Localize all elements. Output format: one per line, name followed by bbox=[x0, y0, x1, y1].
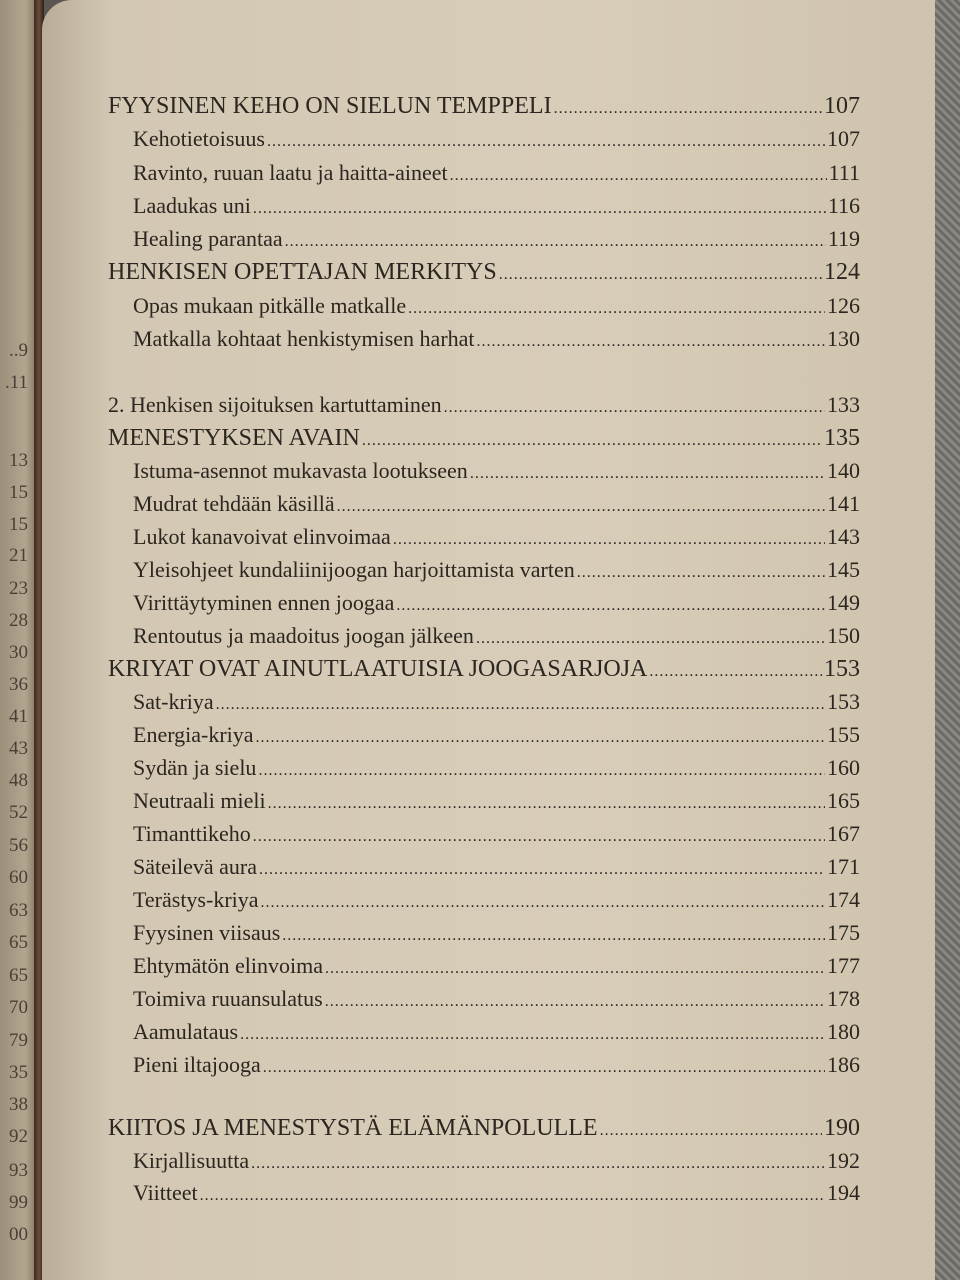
toc-page bbox=[42, 0, 937, 1280]
left-page-number: 15 bbox=[9, 482, 28, 503]
left-page-number: ..9 bbox=[9, 340, 28, 361]
toc-entry-page-number: 124 bbox=[824, 259, 860, 285]
toc-entry-page-number: 107 bbox=[827, 126, 860, 151]
toc-entry-page-number: 126 bbox=[827, 293, 860, 318]
toc-entry-title: MENESTYKSEN AVAIN bbox=[108, 425, 360, 451]
left-page-number: 35 bbox=[9, 1062, 28, 1083]
left-page-edge bbox=[0, 0, 36, 1280]
dot-leader bbox=[240, 1026, 825, 1044]
toc-entry-title: Opas mukaan pitkälle matkalle bbox=[133, 293, 407, 318]
toc-entry-page-number: 153 bbox=[824, 656, 860, 682]
toc-entry bbox=[42, 1115, 860, 1142]
toc-entry-title: KIITOS JA MENESTYSTÄ ELÄMÄNPOLULLE bbox=[108, 1115, 598, 1141]
dot-leader bbox=[393, 531, 825, 549]
left-page-number: 48 bbox=[9, 770, 28, 791]
toc-entry-title: HENKISEN OPETTAJAN MERKITYS bbox=[108, 259, 497, 285]
left-page-number: 00 bbox=[9, 1224, 28, 1245]
left-page-number: 28 bbox=[9, 610, 28, 631]
toc-entry-page-number: 186 bbox=[827, 1052, 860, 1077]
toc-entry bbox=[42, 226, 860, 252]
toc-entry-page-number: 143 bbox=[827, 524, 860, 549]
left-page-number: 56 bbox=[9, 835, 28, 856]
toc-entry-title: Istuma-asennot mukavasta lootukseen bbox=[133, 458, 468, 483]
toc-entry-title: Toimiva ruuansulatus bbox=[133, 986, 323, 1011]
dot-leader bbox=[216, 696, 825, 714]
toc-entry-title: Energia-kriya bbox=[133, 722, 254, 747]
toc-entry bbox=[42, 557, 860, 583]
toc-entry-page-number: 155 bbox=[827, 722, 860, 747]
dot-leader bbox=[577, 564, 825, 582]
dot-leader bbox=[362, 432, 822, 450]
toc-entry-title: Mudrat tehdään käsillä bbox=[133, 491, 335, 516]
toc-entry bbox=[42, 458, 860, 484]
toc-entry-page-number: 150 bbox=[827, 623, 860, 648]
toc-entry-page-number: 116 bbox=[827, 193, 860, 218]
dot-leader bbox=[200, 1187, 825, 1205]
left-page-number: 15 bbox=[9, 514, 28, 535]
left-page-number: 63 bbox=[9, 900, 28, 921]
left-page-number: 65 bbox=[9, 965, 28, 986]
dot-leader bbox=[600, 1122, 822, 1140]
toc-entry-page-number: 180 bbox=[827, 1019, 860, 1044]
dot-leader bbox=[649, 663, 822, 681]
dot-leader bbox=[337, 498, 825, 516]
left-page-number: 41 bbox=[9, 706, 28, 727]
dot-leader bbox=[251, 1155, 825, 1173]
dot-leader bbox=[325, 993, 825, 1011]
toc-entry-title: Kirjallisuutta bbox=[133, 1148, 250, 1173]
toc-entry-page-number: 190 bbox=[824, 1115, 860, 1141]
left-page-number: 13 bbox=[9, 450, 28, 471]
toc-entry bbox=[42, 259, 860, 286]
dot-leader bbox=[268, 795, 825, 813]
dot-leader bbox=[261, 894, 825, 912]
toc-entry-title: Ehtymätön elinvoima bbox=[133, 953, 324, 978]
dot-leader bbox=[325, 960, 825, 978]
toc-entry-page-number: 171 bbox=[827, 854, 860, 879]
toc-entry bbox=[42, 1019, 860, 1045]
toc-entry bbox=[42, 887, 860, 913]
toc-entry-page-number: 167 bbox=[827, 821, 860, 846]
toc-entry bbox=[42, 524, 860, 550]
toc-entry-page-number: 119 bbox=[827, 226, 860, 251]
dot-leader bbox=[267, 133, 825, 151]
toc-entry bbox=[42, 1052, 860, 1078]
toc-entry-page-number: 145 bbox=[827, 557, 860, 582]
toc-entry-page-number: 140 bbox=[827, 458, 860, 483]
toc-entry bbox=[42, 986, 860, 1012]
toc-entry-title: Timanttikeho bbox=[133, 821, 251, 846]
left-page-number: 70 bbox=[9, 997, 28, 1018]
toc-entry-title: Virittäytyminen ennen joogaa bbox=[133, 590, 395, 615]
background-fabric bbox=[935, 0, 960, 1280]
dot-leader bbox=[477, 333, 825, 351]
dot-leader bbox=[282, 927, 825, 945]
toc-entry-title: Matkalla kohtaat henkistymisen harhat bbox=[133, 326, 475, 351]
dot-leader bbox=[554, 100, 822, 118]
left-page-number: 38 bbox=[9, 1094, 28, 1115]
dot-leader bbox=[259, 861, 825, 879]
toc-entry bbox=[42, 326, 860, 352]
toc-entry bbox=[42, 425, 860, 452]
dot-leader bbox=[396, 597, 825, 615]
toc-entry bbox=[42, 953, 860, 979]
dot-leader bbox=[285, 233, 826, 251]
toc-entry-title: Neutraali mieli bbox=[133, 788, 266, 813]
toc-entry bbox=[42, 126, 860, 152]
toc-entry-title: Kehotietoisuus bbox=[133, 126, 265, 151]
toc-entry-title: Rentoutus ja maadoitus joogan jälkeen bbox=[133, 623, 474, 648]
left-page-number: 79 bbox=[9, 1030, 28, 1051]
dot-leader bbox=[253, 828, 825, 846]
toc-entry-title: Sat-kriya bbox=[133, 689, 214, 714]
toc-entry-page-number: 177 bbox=[827, 953, 860, 978]
toc-entry-page-number: 111 bbox=[828, 160, 860, 185]
dot-leader bbox=[408, 300, 825, 318]
toc-entry-page-number: 141 bbox=[827, 491, 860, 516]
toc-entry-page-number: 107 bbox=[824, 93, 860, 119]
dot-leader bbox=[258, 762, 825, 780]
toc-entry-title: Lukot kanavoivat elinvoimaa bbox=[133, 524, 391, 549]
left-page-number: 43 bbox=[9, 738, 28, 759]
left-page-number: 92 bbox=[9, 1126, 28, 1147]
toc-entry bbox=[42, 93, 860, 120]
toc-entry-title: 2. Henkisen sijoituksen kartuttaminen bbox=[108, 392, 442, 417]
toc-entry bbox=[42, 821, 860, 847]
toc-entry-title: Aamulataus bbox=[133, 1019, 239, 1044]
toc-entry bbox=[42, 293, 860, 319]
dot-leader bbox=[444, 399, 825, 417]
toc-entry-title: Ravinto, ruuan laatu ja haitta-aineet bbox=[133, 160, 448, 185]
left-page-number: .11 bbox=[4, 372, 28, 393]
toc-entry-page-number: 133 bbox=[827, 392, 860, 417]
toc-entry-page-number: 135 bbox=[824, 425, 860, 451]
left-page-number: 93 bbox=[9, 1160, 28, 1181]
toc-entry-title: KRIYAT OVAT AINUTLAATUISIA JOOGASARJOJA bbox=[108, 656, 648, 682]
toc-entry-page-number: 194 bbox=[827, 1180, 860, 1205]
toc-entry-page-number: 175 bbox=[827, 920, 860, 945]
left-page-number: 65 bbox=[9, 932, 28, 953]
toc-entry-title: Healing parantaa bbox=[133, 226, 283, 251]
toc-entry bbox=[42, 491, 860, 517]
toc-entry-title: Sydän ja sielu bbox=[133, 755, 257, 780]
dot-leader bbox=[263, 1059, 825, 1077]
left-page-number: 60 bbox=[9, 867, 28, 888]
toc-entry-page-number: 130 bbox=[827, 326, 860, 351]
dot-leader bbox=[476, 630, 825, 648]
toc-entry bbox=[42, 656, 860, 683]
toc-entry-title: Pieni iltajooga bbox=[133, 1052, 261, 1077]
left-page-number: 99 bbox=[9, 1192, 28, 1213]
left-page-number: 21 bbox=[9, 545, 28, 566]
toc-entry bbox=[42, 1148, 860, 1174]
left-page-number: 23 bbox=[9, 578, 28, 599]
toc-entry-page-number: 153 bbox=[827, 689, 860, 714]
toc-entry-page-number: 192 bbox=[827, 1148, 860, 1173]
toc-entry bbox=[42, 193, 860, 219]
toc-entry bbox=[42, 689, 860, 715]
toc-entry-title: Laadukas uni bbox=[133, 193, 251, 218]
left-page-number: 52 bbox=[9, 802, 28, 823]
toc-entry-page-number: 149 bbox=[827, 590, 860, 615]
dot-leader bbox=[450, 167, 827, 185]
toc-entry bbox=[42, 920, 860, 946]
toc-entry-page-number: 178 bbox=[827, 986, 860, 1011]
toc-entry-page-number: 160 bbox=[827, 755, 860, 780]
toc-entry-title: FYYSINEN KEHO ON SIELUN TEMPPELI bbox=[108, 93, 552, 119]
toc-entry bbox=[42, 722, 860, 748]
dot-leader bbox=[256, 729, 825, 747]
toc-entry bbox=[42, 755, 860, 781]
toc-entry bbox=[42, 788, 860, 814]
toc-entry-title: Yleisohjeet kundaliinijoogan harjoittamista varten bbox=[133, 557, 575, 582]
toc-entry bbox=[42, 623, 860, 649]
toc-entry-page-number: 174 bbox=[827, 887, 860, 912]
left-page-number: 36 bbox=[9, 674, 28, 695]
left-page-number: 30 bbox=[9, 642, 28, 663]
toc-entry bbox=[42, 392, 860, 418]
toc-entry bbox=[42, 854, 860, 880]
toc-entry bbox=[42, 590, 860, 616]
dot-leader bbox=[499, 266, 822, 284]
dot-leader bbox=[253, 200, 826, 218]
toc-entry-title: Viitteet bbox=[133, 1180, 198, 1205]
toc-entry-title: Fyysinen viisaus bbox=[133, 920, 281, 945]
toc-entry bbox=[42, 160, 860, 186]
toc-entry-title: Säteilevä aura bbox=[133, 854, 257, 879]
toc-entry bbox=[42, 1180, 860, 1206]
toc-entry-page-number: 165 bbox=[827, 788, 860, 813]
dot-leader bbox=[470, 465, 825, 483]
toc-entry-title: Terästys-kriya bbox=[133, 887, 259, 912]
